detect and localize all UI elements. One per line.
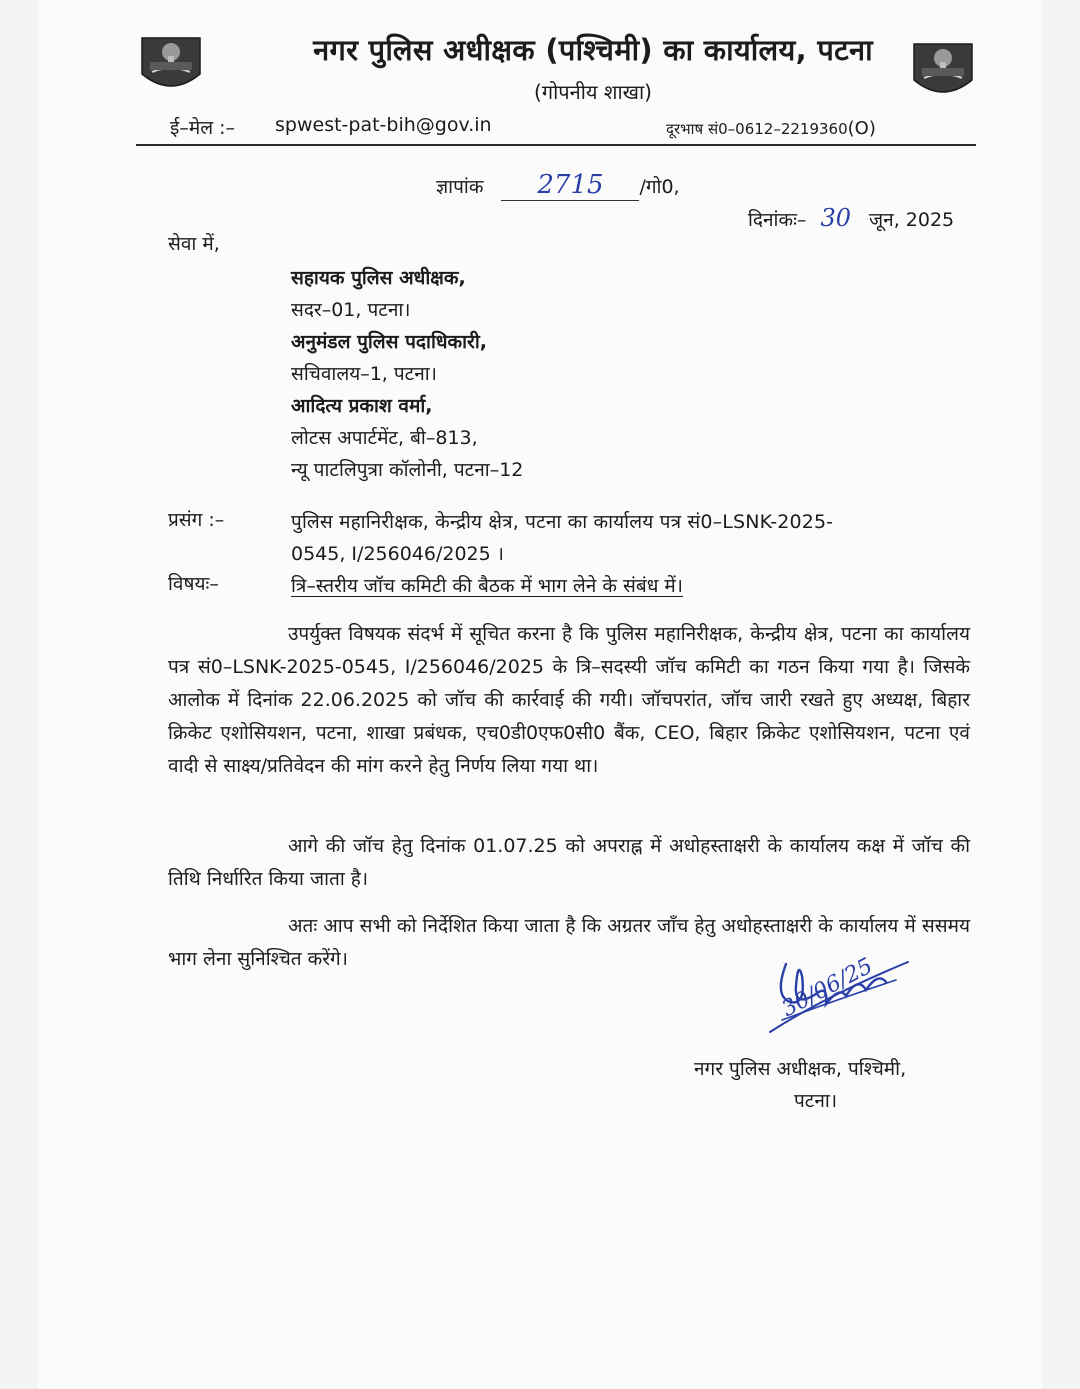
context-line-1: पुलिस महानिरीक्षक, केन्द्रीय क्षेत्र, पटना का कार्यालय पत्र सं0–LSNK-2025-	[291, 511, 834, 533]
body-paragraph-2: आगे की जॉच हेतु दिनांक 01.07.25 को अपराह्न में अधोहस्ताक्षरी के कार्यालय कक्ष में जॉच की तिथि निर्धारित किया जाता है।	[168, 835, 970, 890]
reference-label: ज्ञापांक	[436, 176, 484, 198]
recipient-1-title: सहायक पुलिस अधीक्षक,	[291, 267, 466, 289]
phone-suffix: (O)	[847, 118, 876, 139]
reference-suffix: /गो0,	[639, 176, 680, 198]
recipient-3-title: आदित्य प्रकाश वर्मा,	[291, 395, 433, 417]
date-month-year: जून, 2025	[869, 209, 955, 231]
email-label: ई–मेल :–	[170, 117, 236, 139]
bihar-police-emblem-left	[138, 32, 204, 98]
phone-number	[666, 118, 876, 139]
recipient-3-address-1: लोटस अपार्टमेंट, बी–813,	[291, 427, 478, 449]
body-paragraph-3: अतः आप सभी को निर्देशित किया जाता है कि अग्रतर जॉंच हेतु अधोहस्ताक्षरी के कार्यालय में ससमय भाग लेना सुनिश्चित करेंगे।	[168, 915, 970, 970]
office-subtitle: (गोपनीय शाखा)	[534, 80, 652, 104]
subject-text: त्रि–स्तरीय जॉच कमिटी की बैठक में भाग लेने के संबंध में।	[291, 575, 683, 597]
letter-date	[748, 204, 954, 232]
reference-handwritten: 2715	[537, 170, 604, 200]
reference-number	[436, 170, 680, 201]
date-day-handwritten: 30	[820, 204, 851, 232]
office-title: नगर पुलिस अधीक्षक (पश्चिमी) का कार्यालय, पटना	[313, 33, 873, 67]
salutation: सेवा में,	[168, 233, 220, 255]
body-paragraph-1: उपर्युक्त विषयक संदर्भ में सूचित करना है कि पुलिस महानिरीक्षक, केन्द्रीय क्षेत्र, पटना का कार्यालय पत्र सं0–LSNK-2025-0545, I/256046/2025 के त्रि–सदस्यी जॉच कमिटी का गठन किया गया है। जिसके आलोक में दिनांक 22.06.2025 को जॉच की कार्रवाई की गयी। जॉचपरांत, जॉच जारी रखते हुए अध्यक्ष, बिहार क्रिकेट एशोसियशन, पटना, शाखा प्रबंधक, एच0डी0एफ0सी0 बैंक, CEO, बिहार क्रिकेट एशोसियशन, पटना एवं वादी से साक्ष्य/प्रतिवेदन की मांग करने हेतु निर्णय लिया गया था।	[168, 623, 970, 777]
context-line-2: 0545, I/256046/2025 ।	[291, 543, 504, 565]
context-label: प्रसंग :–	[168, 509, 225, 531]
recipient-3-address-2: न्यू पाटलिपुत्रा कॉलोनी, पटना–12	[291, 459, 524, 481]
signatory-place: पटना।	[794, 1090, 838, 1112]
recipient-1-address: सदर–01, पटना।	[291, 299, 411, 321]
signatory-designation: नगर पुलिस अधीक्षक, पश्चिमी,	[694, 1058, 907, 1080]
recipient-2-address: सचिवालय–1, पटना।	[291, 363, 437, 385]
date-label: दिनांकः–	[748, 209, 807, 231]
recipient-2-title: अनुमंडल पुलिस पदाधिकारी,	[291, 331, 487, 353]
email-address[interactable]: spwest-pat-bih@gov.in	[275, 114, 492, 136]
phone-label: दूरभाष सं0–0612–2219360	[666, 120, 848, 138]
letter-page	[38, 0, 1042, 1389]
header-divider	[136, 144, 976, 146]
signature-date-handwritten: 30/06/25	[778, 953, 877, 1023]
subject-label: विषयः–	[168, 573, 219, 595]
